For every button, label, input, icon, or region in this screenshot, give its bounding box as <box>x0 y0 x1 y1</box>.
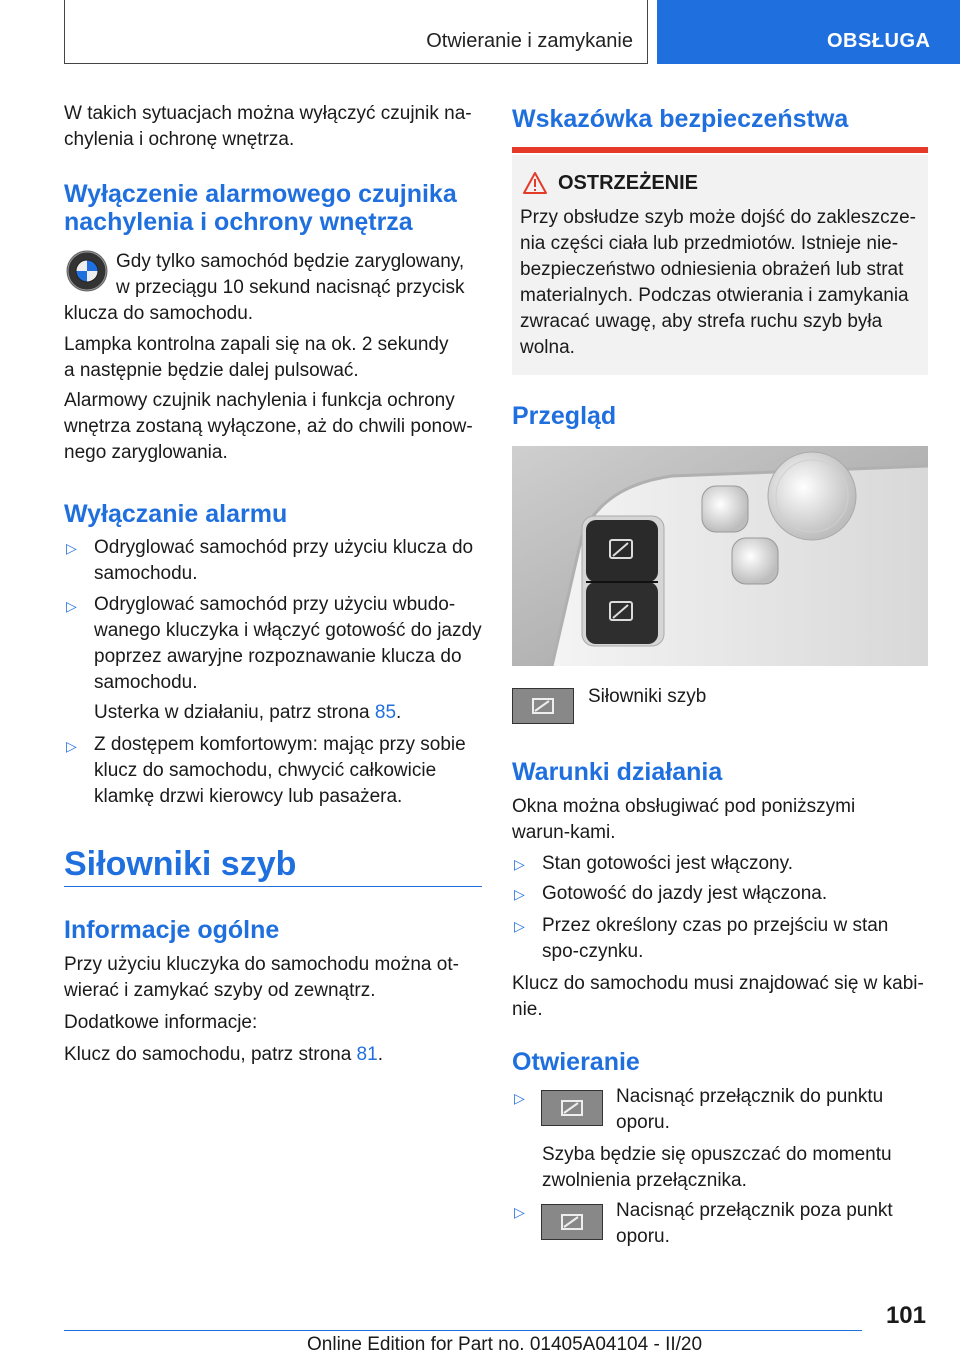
opening-step-2: Nacisnąć przełącznik poza punkt oporu. <box>616 1200 893 1247</box>
condition-1: Stan gotowości jest włączony. <box>542 853 793 874</box>
paragraph-key-in-cabin: Klucz do samochodu musi znajdować się w kabi-nie. <box>512 973 924 1020</box>
heading-overview: Przegląd <box>512 402 617 430</box>
paragraph-key-ref: Klucz do samochodu, patrz strona 81. <box>64 1044 383 1065</box>
footer-divider <box>64 1330 862 1331</box>
bullet-icon: ▷ <box>514 1090 525 1106</box>
paragraph-sensor-off: Alarmowy czujnik nachylenia i funkcja ochrony wnętrza zostaną wyłączone, aż do chwili ponow-nego zaryglowania. <box>64 390 473 463</box>
heading-power-windows: Siłowniki szyb <box>64 845 297 883</box>
window-switch-icon <box>541 1090 603 1126</box>
bullet-icon: ▷ <box>66 598 77 614</box>
section-title: OBSŁUGA <box>827 30 931 52</box>
p1-line3: klucza do samochodu. <box>64 303 254 324</box>
heading-safety: Wskazówka bezpieczeństwa <box>512 105 849 133</box>
section-divider <box>64 886 482 887</box>
p1-line1: Gdy tylko samochód będzie zaryglowany, <box>116 251 465 272</box>
window-switch-icon <box>512 688 574 724</box>
warning-text: Przy obsłudze szyb może dojść do zakleszcze-nia części ciała lub przedmiotów. Istnieje nie-bezpieczeństwo odniesienia obrażeń lub strat materialnych. Podczas otwierania i zamykania zwracać uwagę, aby strefa ruchu szyb była wolna. <box>520 207 916 358</box>
intro-paragraph: W takich sytuacjach można wyłączyć czujnik na-chylenia i ochronę wnętrza. <box>64 103 472 150</box>
bmw-logo-icon <box>66 250 108 292</box>
heading-general-info: Informacje ogólne <box>64 916 280 944</box>
page-link-85[interactable]: 85 <box>374 702 397 723</box>
running-header <box>64 0 648 64</box>
warning-triangle-icon <box>522 171 548 195</box>
bullet-icon: ▷ <box>66 738 77 754</box>
window-switch-icon <box>541 1204 603 1240</box>
warning-title: OSTRZEŻENIE <box>558 172 699 194</box>
paragraph-lamp: Lampka kontrolna zapali się na ok. 2 sekundy a następnie będzie dalej pulsować. <box>64 334 449 381</box>
alarm-bullet-2-ref: Usterka w działaniu, patrz strona 85. <box>94 702 402 723</box>
alarm-bullet-3: Z dostępem komfortowym: mając przy sobie klucz do samochodu, chwycić całkowicie klamkę drzwi kierowcy lub pasażera. <box>94 734 466 807</box>
page-link-81[interactable]: 81 <box>356 1044 378 1065</box>
bullet-icon: ▷ <box>514 918 525 934</box>
window-switches-photo <box>512 446 928 666</box>
paragraph-general: Przy użyciu kluczyka do samochodu można ot-wierać i zamykać szyby od zewnątrz. <box>64 954 459 1001</box>
p1-line2: w przeciągu 10 sekund nacisnąć przycisk <box>116 277 465 298</box>
paragraph-conditions: Okna można obsługiwać pod poniższymi warun-kami. <box>512 796 856 843</box>
heading-alarm-off: Wyłączanie alarmu <box>64 500 288 528</box>
opening-step-1: Nacisnąć przełącznik do punktu oporu. <box>616 1086 884 1133</box>
bullet-icon: ▷ <box>514 1204 525 1220</box>
warning-box <box>512 155 928 375</box>
condition-2: Gotowość do jazdy jest włączona. <box>542 883 828 904</box>
warning-bar <box>512 147 928 153</box>
alarm-bullet-1: Odryglować samochód przy użyciu klucza do samochodu. <box>94 537 474 584</box>
photo-caption: Siłowniki szyb <box>588 686 707 707</box>
bullet-icon: ▷ <box>514 886 525 902</box>
opening-step-1-note: Szyba będzie się opuszczać do momentu zwolnienia przełącznika. <box>542 1144 892 1191</box>
chapter-title: Otwieranie i zamykanie <box>426 30 633 52</box>
condition-3: Przez określony czas po przejściu w stan spo-czynku. <box>542 915 889 962</box>
alarm-bullet-2: Odryglować samochód przy użyciu wbudo-wanego kluczyka i włączyć gotowość do jazdy poprzez awaryjne rozpoznawanie klucza do samochodu. <box>94 594 482 693</box>
heading-disable-sensor: Wyłączenie alarmowego czujnika nachylenia i ochrony wnętrza <box>64 180 457 236</box>
heading-opening: Otwieranie <box>512 1048 640 1076</box>
heading-conditions: Warunki działania <box>512 758 723 786</box>
bullet-icon: ▷ <box>66 540 77 556</box>
bullet-icon: ▷ <box>514 856 525 872</box>
footer-edition: Online Edition for Part no. 01405A04104 - II/20 <box>307 1334 703 1355</box>
section-tab <box>657 0 960 64</box>
page-number: 101 <box>885 1302 926 1329</box>
paragraph-additional: Dodatkowe informacje: <box>64 1012 258 1033</box>
